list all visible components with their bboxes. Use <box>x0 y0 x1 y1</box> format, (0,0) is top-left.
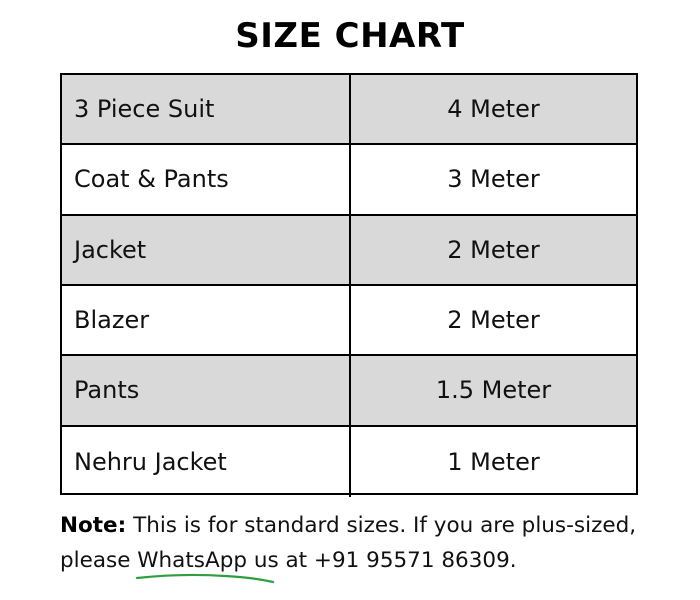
fabric-quantity-cell: 1.5 Meter <box>435 376 552 405</box>
hand-drawn-underline-icon <box>135 572 275 584</box>
table-row <box>62 75 636 145</box>
page-title: SIZE CHART <box>235 16 465 56</box>
note-label: Note: <box>60 513 127 538</box>
table-row <box>62 145 636 215</box>
table-row <box>62 427 636 497</box>
fabric-quantity-cell: 4 Meter <box>447 95 540 124</box>
item-name-cell: 3 Piece Suit <box>62 75 351 143</box>
item-name-cell: Blazer <box>62 286 351 354</box>
item-name-cell: Jacket <box>62 216 351 284</box>
table-row <box>62 216 636 286</box>
fabric-quantity-cell: 1 Meter <box>447 447 540 476</box>
size-chart-table <box>60 73 638 495</box>
item-name-cell: Pants <box>62 356 351 424</box>
table-row <box>62 286 636 356</box>
whatsapp-link[interactable] <box>137 543 247 578</box>
item-name-cell: Nehru Jacket <box>62 427 351 497</box>
fabric-quantity-cell: 2 Meter <box>447 235 540 264</box>
note-text-before: This is for standard sizes. If you are plus-sized, please <box>60 513 637 573</box>
size-note <box>60 508 650 578</box>
table-row <box>62 356 636 426</box>
item-name-cell: Coat & Pants <box>62 145 351 213</box>
note-text-after: us at +91 95571 86309. <box>247 548 517 573</box>
whatsapp-link-text: WhatsApp <box>137 548 247 573</box>
fabric-quantity-cell: 2 Meter <box>447 306 540 335</box>
fabric-quantity-cell: 3 Meter <box>447 165 540 194</box>
